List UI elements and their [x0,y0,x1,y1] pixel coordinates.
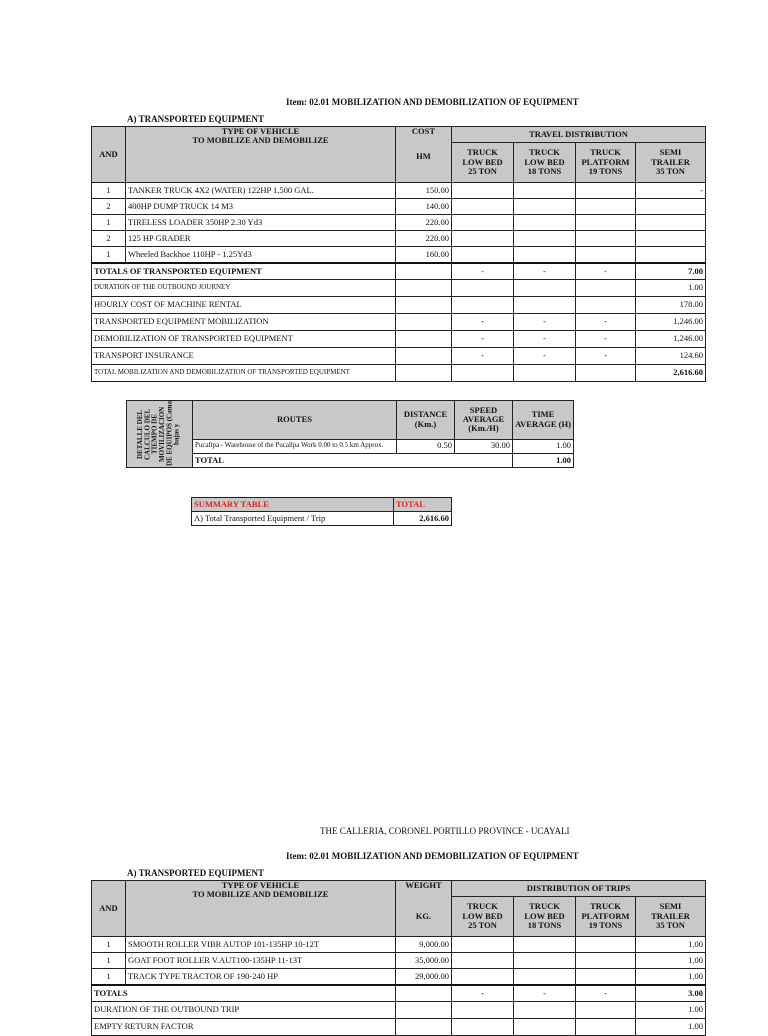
row-vehicle: TIRELESS LOADER 350HP 2.30 Yd3 [126,215,396,231]
header-vehicle-type [126,127,396,183]
header-distance: DISTANCE (Km.) [397,401,455,440]
table-row [92,231,706,247]
route-time: 1.00 [513,439,574,453]
summary-blank [396,365,452,382]
row-col3 [576,937,636,953]
item-title-2: Item: 02.01 MOBILIZATION AND DEMOBILIZATION OF EQUIPMENT [286,851,579,861]
row-col2 [514,953,576,969]
header-and-2: AND [92,881,126,937]
summary-col2: - [514,263,576,280]
summary-col1: - [452,314,514,331]
summary-col3 [576,1019,636,1036]
table-row [92,183,706,199]
row-vehicle: GOAT FOOT ROLLER V.AUT100-135HP 11-13T [126,953,396,969]
header-vehicle-type-line1: TYPE OF VEHICLE [221,126,300,136]
row-qty: 1 [92,215,126,231]
row-vehicle: 125 HP GRADER [126,231,396,247]
row-weight: 35,000.00 [396,953,452,969]
row-col3 [576,199,636,215]
summary-col1: - [452,331,514,348]
row-col4: 1.00 [636,969,706,985]
summary-col3 [576,280,636,297]
trip-distribution-table [91,880,706,1036]
summary-col3: - [576,985,636,1002]
summary-blank [396,985,452,1002]
table-row [92,247,706,263]
row-col3 [576,953,636,969]
summary-blank [396,263,452,280]
row-weight: 9,000.00 [396,937,452,953]
summary-col3 [576,297,636,314]
summary-col2: - [514,985,576,1002]
summary-blank [396,297,452,314]
header-cost-label: COST [411,126,436,136]
row-col1 [452,199,514,215]
header-speed: SPEED AVERAGE (Km./H) [455,401,513,440]
row-col1 [452,183,514,199]
header-weight [396,881,452,937]
row-col4 [636,215,706,231]
row-vehicle: 400HP DUMP TRUCK 14 M3 [126,199,396,215]
row-col2 [514,247,576,263]
routes-table [126,400,574,468]
summary-label: TOTAL MOBILIZATION AND DEMOBILIZATION OF TRANSPORTED EQUIPMENT [92,365,396,382]
row-vehicle: SMOOTH ROLLER VIBR AUTOP 101-135HP 10-12T [126,937,396,953]
header-time: TIME AVERAGE (H) [513,401,574,440]
row-qty: 2 [92,199,126,215]
route-speed: 30.00 [455,439,513,453]
row-vehicle: TANKER TRUCK 4X2 (WATER) 122HP 1,500 GAL. [126,183,396,199]
header-col1: TRUCK LOW BED 25 TON [452,143,514,183]
summary-row [92,331,706,348]
header2-col1: TRUCK LOW BED 25 TON [452,897,514,937]
summary-total-header: TOTAL [394,498,452,512]
routes-side-label: DETALLE DEL CALCULO DEL TIEMPO DE MOVILIZACION DE EQUIPOS (Cama bajas y [127,401,193,468]
route-name: Pucallpa - Warehouse of the Pucallpa Work 0.00 to 0.5 km Approx. [193,439,397,453]
summary-col2: - [514,314,576,331]
summary-row [92,280,706,297]
summary-blank [396,348,452,365]
summary-col2 [514,280,576,297]
summary-col2: - [514,348,576,365]
route-distance: 0.50 [397,439,455,453]
summary-col4: 7.00 [636,263,706,280]
summary-label: TOTALS OF TRANSPORTED EQUIPMENT [92,263,396,280]
summary-col2 [514,1002,576,1019]
item-title: Item: 02.01 MOBILIZATION AND DEMOBILIZATION OF EQUIPMENT [286,97,579,107]
header-vehicle-type-2 [126,881,396,937]
summary-col4: 124.60 [636,348,706,365]
summary-col2 [514,365,576,382]
summary-blank [396,1002,452,1019]
header-and: AND [92,127,126,183]
summary-row-value: 2,616.60 [394,512,452,526]
row-vehicle: TRACK TYPE TRACTOR OF 190-240 HP [126,969,396,985]
summary-col4: 1,246.00 [636,331,706,348]
summary-col4: 1.00 [636,280,706,297]
header2-col4: SEMI TRAILER 35 TON [636,897,706,937]
summary-col4: 178.00 [636,297,706,314]
summary-blank [396,1019,452,1036]
summary-row [92,348,706,365]
row-qty: 1 [92,969,126,985]
row-col4: 1.00 [636,953,706,969]
summary-label: EMPTY RETURN FACTOR [92,1019,396,1036]
row-col3 [576,247,636,263]
section-subtitle-2: A) TRANSPORTED EQUIPMENT [127,868,265,878]
summary-col1 [452,1002,514,1019]
summary-col3: - [576,314,636,331]
row-col2 [514,215,576,231]
header-cost-unit: HM [416,151,431,162]
summary-row [92,314,706,331]
header-travel-distribution: TRAVEL DISTRIBUTION [452,127,706,143]
summary-row [92,1019,706,1036]
row-col3 [576,231,636,247]
summary-row [92,263,706,280]
header-cost [396,127,452,183]
summary-table [191,497,452,526]
summary-col2 [514,297,576,314]
row-qty: 1 [92,247,126,263]
row-col2 [514,969,576,985]
summary-col1: - [452,263,514,280]
table-row [92,215,706,231]
summary-row-label: A) Total Transported Equipment / Trip [192,512,394,526]
row-col1 [452,231,514,247]
transported-equipment-table [91,126,706,382]
summary-col4: 3.00 [636,985,706,1002]
summary-col1 [452,280,514,297]
summary-row [92,297,706,314]
table-row [92,199,706,215]
row-col4: 1.00 [636,937,706,953]
summary-blank [396,280,452,297]
row-col1 [452,247,514,263]
row-col1 [452,215,514,231]
row-col4 [636,199,706,215]
table-row [92,937,706,953]
summary-col3: - [576,348,636,365]
section-subtitle: A) TRANSPORTED EQUIPMENT [127,114,265,124]
summary-col4: 1.00 [636,1019,706,1036]
row-col2 [514,199,576,215]
header-distribution-of-trips: DISTRIBUTION OF TRIPS [452,881,706,897]
header-routes: ROUTES [193,401,397,440]
row-cost: 140.00 [396,199,452,215]
row-col1 [452,953,514,969]
summary-title: SUMMARY TABLE [192,498,394,512]
row-col2 [514,937,576,953]
location-line: THE CALLERIA, CORONEL PORTILLO PROVINCE - UCAYALI [320,826,570,836]
summary-col4: 1,246.00 [636,314,706,331]
row-cost: 220.00 [396,231,452,247]
summary-col3: - [576,331,636,348]
row-col4 [636,231,706,247]
row-weight: 29,000.00 [396,969,452,985]
row-vehicle: Wheeled Backhoe 110HP - 1.25Yd3 [126,247,396,263]
row-qty: 1 [92,953,126,969]
row-col1 [452,969,514,985]
header-col4: SEMI TRAILER 35 TON [636,143,706,183]
row-col1 [452,937,514,953]
table-row [92,969,706,985]
row-col3 [576,215,636,231]
row-qty: 1 [92,183,126,199]
summary-label: DURATION OF THE OUTBOUND TRIP [92,1002,396,1019]
row-qty: 2 [92,231,126,247]
header-vehicle-type-line2: TO MOBILIZE AND DEMOBILIZE [192,135,329,146]
summary-row [92,985,706,1002]
summary-col1: - [452,985,514,1002]
summary-col2 [514,1019,576,1036]
row-col4: - [636,183,706,199]
table-row [92,953,706,969]
row-col2 [514,183,576,199]
summary-label: HOURLY COST OF MACHINE RENTAL [92,297,396,314]
header-weight-label: WEIGHT [405,880,442,890]
summary-col4: 2,616.60 [636,365,706,382]
summary-col1 [452,365,514,382]
row-cost: 160.00 [396,247,452,263]
summary-col3 [576,365,636,382]
row-col4 [636,247,706,263]
summary-label: TRANSPORTED EQUIPMENT MOBILIZATION [92,314,396,331]
row-col3 [576,969,636,985]
summary-row [92,365,706,382]
header2-col3: TRUCK PLATFORM 19 TONS [576,897,636,937]
header-vehicle-type-2-line1: TYPE OF VEHICLE [221,880,300,890]
header-col3: TRUCK PLATFORM 19 TONS [576,143,636,183]
summary-blank [396,331,452,348]
summary-label: DURATION OF THE OUTBOUND JOURNEY [92,280,396,297]
header2-col2: TRUCK LOW BED 18 TONS [514,897,576,937]
row-cost: 220.00 [396,215,452,231]
summary-col3 [576,1002,636,1019]
summary-col1 [452,297,514,314]
header-weight-unit: KG. [415,911,432,922]
row-cost: 150.00 [396,183,452,199]
summary-blank [396,314,452,331]
header-vehicle-type-2-line2: TO MOBILIZE AND DEMOBILIZE [192,889,329,900]
summary-col3: - [576,263,636,280]
row-col3 [576,183,636,199]
header-col2: TRUCK LOW BED 18 TONS [514,143,576,183]
row-col2 [514,231,576,247]
row-qty: 1 [92,937,126,953]
summary-row [92,1002,706,1019]
summary-label: DEMOBILIZATION OF TRANSPORTED EQUIPMENT [92,331,396,348]
summary-label: TRANSPORT INSURANCE [92,348,396,365]
routes-total-label: TOTAL [193,453,513,467]
summary-col2: - [514,331,576,348]
summary-label: TOTALS [92,985,396,1002]
routes-total-value: 1.00 [513,453,574,467]
summary-col1 [452,1019,514,1036]
summary-col1: - [452,348,514,365]
summary-col4: 1.00 [636,1002,706,1019]
